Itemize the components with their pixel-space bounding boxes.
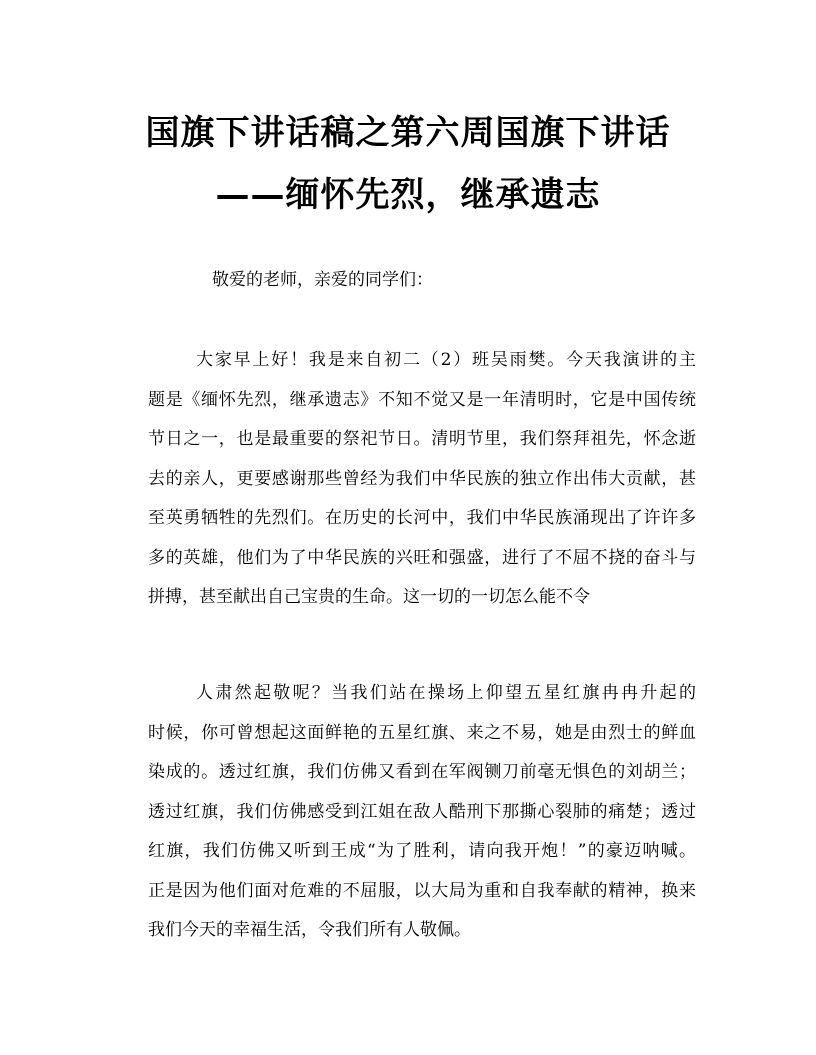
- salutation: 敬爱的老师，亲爱的同学们：: [212, 270, 433, 290]
- paragraph-line: 节日之一，也是最重要的祭祀节日。清明节里，我们祭拜祖先，怀念逝: [148, 429, 696, 449]
- document-subtitle: ——缅怀先烈，继承遗志: [215, 175, 601, 215]
- paragraph-line: 拼搏，甚至献出自己宝贵的生命。这一切的一切怎么能不令: [148, 587, 590, 607]
- paragraph-line: 去的亲人，更要感谢那些曾经为我们中华民族的独立作出伟大贡献，甚: [148, 468, 696, 489]
- paragraph-line: 透过红旗，我们仿佛感受到江姐在敌人酷刑下那撕心裂肺的痛楚；透过: [148, 801, 696, 822]
- paragraph-line: 大家早上好！我是来自初二（2）班吴雨樊。今天我演讲的主: [196, 350, 696, 370]
- paragraph-1: [148, 347, 696, 624]
- paragraph-line: 时候，你可曾想起这面鲜艳的五星红旗、来之不易，她是由烈士的鲜血: [148, 722, 696, 743]
- paragraph-line: 人肃然起敬呢？当我们站在操场上仰望五星红旗冉冉升起的: [196, 683, 696, 703]
- document-title: 国旗下讲话稿之第六周国旗下讲话: [145, 113, 671, 153]
- paragraph-2: [148, 680, 696, 957]
- paragraph-line: 我们今天的幸福生活，令我们所有人敬佩。: [148, 920, 471, 940]
- paragraph-line: 至英勇牺牲的先烈们。在历史的长河中，我们中华民族涌现出了许许多: [148, 508, 696, 528]
- paragraph-line: 染成的。透过红旗，我们仿佛又看到在军阀铡刀前毫无惧色的刘胡兰；: [148, 762, 696, 782]
- paragraph-line: 题是《缅怀先烈，继承遗志》不知不觉又是一年清明时，它是中国传统: [148, 389, 696, 410]
- paragraph-line: 红旗，我们仿佛又听到王成“为了胜利，请向我开炮！”的豪迈呐喊。: [148, 841, 696, 861]
- paragraph-line: 多的英雄，他们为了中华民族的兴旺和强盛，进行了不屈不挠的奋斗与: [148, 547, 696, 568]
- paragraph-line: 正是因为他们面对危难的不屈服，以大局为重和自我奉献的精神，换来: [148, 880, 696, 901]
